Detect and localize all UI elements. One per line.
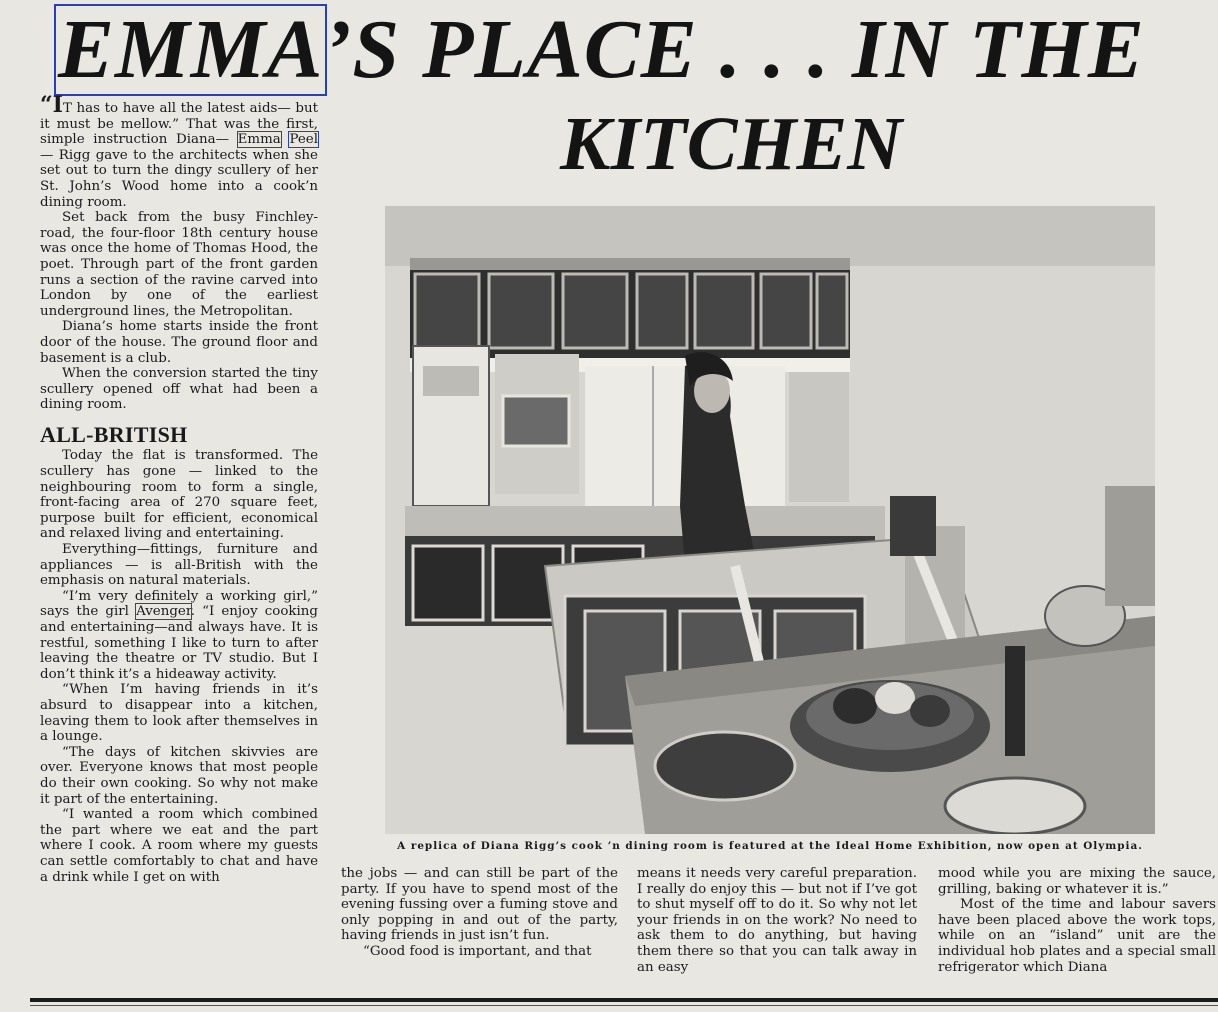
highlight-emma: Emma <box>237 132 281 148</box>
paragraph-col4-1: mood while you are mixing the sauce, grilling, baking or whatever it is.” <box>938 866 1216 897</box>
paragraph-8: “When I’m having friends in it’s absurd to disappear into a kitchen, leaving them to look after themselves in a lounge. <box>40 682 318 745</box>
paragraph-6: Everything—fittings, furniture and appliances — is all-British with the emphasis on natural materials. <box>40 542 318 589</box>
kitchen-photo <box>385 206 1155 834</box>
article-column-2 <box>341 866 618 986</box>
highlight-peel: Peel <box>289 132 318 148</box>
paragraph-5: Today the flat is transformed. The scullery has gone — linked to the neighbouring room to form a single, front-facing area of 270 square feet, purpose built for efficient, economical and relaxed living and entertaining. <box>40 448 318 542</box>
headline-line-1 <box>58 3 1218 96</box>
highlight-avenger: Avenger <box>136 604 191 620</box>
headline-emma: EMMA <box>58 3 324 96</box>
kitchen-photo-illustration <box>385 206 1155 834</box>
paragraph-9: “The days of kitchen skivvies are over. Everyone knows that most people do their own cooking. So why not make it part of the entertaining. <box>40 744 318 807</box>
paragraph-1: “IT has to have all the latest aids— but it must be mellow.” That was the first, simple instruction Diana— Emma Peel — Rigg gave to the architects when she set out to turn the dingy scullery of her St. John’s Wood home into a cook’n dining room. <box>40 92 318 210</box>
paragraph-col3-1: means it needs very careful preparation. I really do enjoy this — but not if I’ve got to shut myself off to do it. So why not let your friends in on the work? No need to ask them to do anything, but having them there so that you can talk away in an easy <box>637 866 917 975</box>
paragraph-3: Diana’s home starts inside the front door of the house. The ground floor and basement is a club. <box>40 319 318 366</box>
photo-caption: A replica of Diana Rigg’s cook ’n dining room is featured at the Ideal Home Exhibition, now open at Olympia. <box>397 840 1143 852</box>
article-column-1 <box>40 92 318 885</box>
paragraph-col2-1: the jobs — and can still be part of the party. If you have to spend most of the evening fussing over a fuming stove and only popping in and out of the party, having friends in just isn’t fun. <box>341 866 618 944</box>
paragraph-7: “I’m very definitely a working girl,” says the girl Avenger. “I enjoy cooking and entertaining—and always have. It is restful, something I like to turn to after leaving the theatre or TV studio. But I don’t think it’s a hideaway activity. <box>40 588 318 682</box>
paragraph-10: “I wanted a room which combined the part where we eat and the part where I cook. A room where my guests can settle comfortably to chat and have a drink while I get on with <box>40 807 318 885</box>
bottom-rule <box>30 998 1218 1002</box>
headline-line-2: KITCHEN <box>560 102 903 186</box>
drop-cap: “I <box>40 92 63 118</box>
article-column-3 <box>637 866 917 986</box>
paragraph-col2-2: “Good food is important, and that <box>363 943 592 959</box>
paragraph-2: Set back from the busy Finchley-road, the four-floor 18th century house was once the home of Thomas Hood, the poet. Through part of the front garden runs a section of the ravine carved into London by one of the earliest underground lines, the Metropolitan. <box>40 210 318 319</box>
headline-rest: ’S PLACE . . . IN THE <box>323 3 1145 96</box>
paragraph-4: When the conversion started the tiny scullery opened off what had been a dining room. <box>40 366 318 413</box>
subheading-all-british: ALL-BRITISH <box>40 421 188 447</box>
article-column-4 <box>938 866 1216 986</box>
bottom-rule-thin <box>30 1005 1218 1006</box>
paragraph-col4-2: Most of the time and labour savers have been placed above the work tops, while on an “island” unit are the individual hob plates and a special small refrigerator which Diana <box>938 897 1216 975</box>
